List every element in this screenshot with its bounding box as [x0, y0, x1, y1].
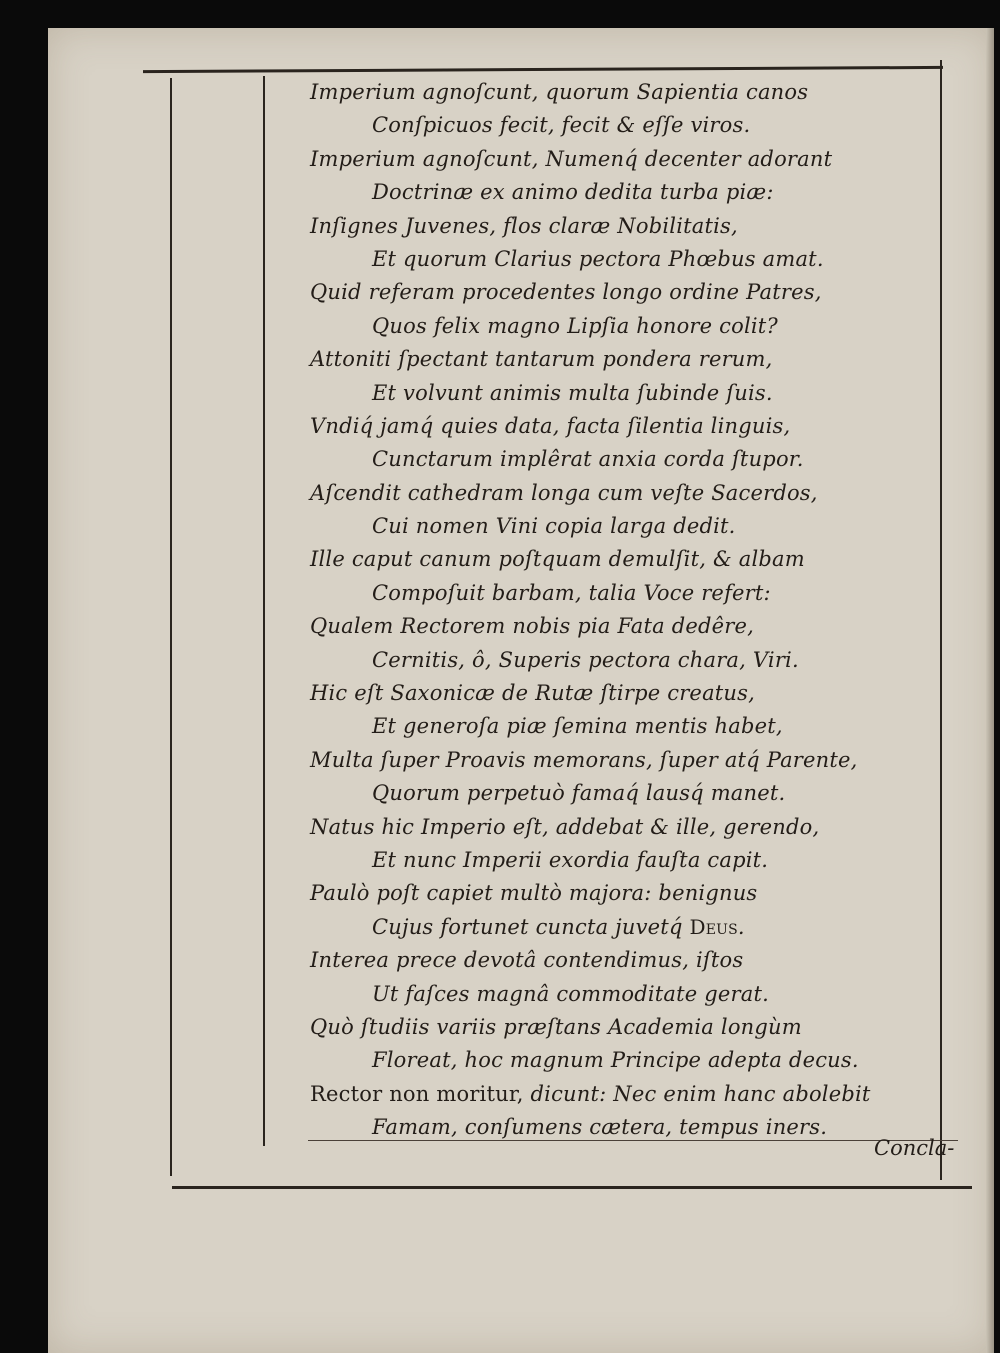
page-edge — [986, 28, 994, 1353]
poem-line: Ille caput canum poſtquam demulſit, & albam — [310, 547, 805, 572]
poem-line: Ut faſces magnâ commoditate gerat. — [372, 981, 769, 1006]
poem-line: Quorum perpetuò famaq́ lausq́ manet. — [372, 781, 786, 806]
poem-line: Multa ſuper Proavis memorans, ſuper atq́ Parente, — [310, 747, 858, 772]
left-rule — [170, 78, 172, 1176]
poem-line: Rector non moritur, dicunt: Nec enim hanc abolebit — [310, 1081, 871, 1106]
poem-line: Inſignes Juvenes, flos claræ Nobilitatis, — [310, 213, 738, 238]
book-page — [48, 28, 994, 1353]
poem-line: Hic eſt Saxonicæ de Rutæ ſtirpe creatus, — [310, 681, 756, 706]
poem-line: Famam, conſumens cætera, tempus iners. — [372, 1115, 828, 1140]
poem-line: Cui nomen Vini copia larga dedit. — [372, 514, 736, 539]
top-rule — [143, 66, 943, 73]
poem-line: Interea prece devotâ contendimus, iſtos — [310, 948, 744, 973]
poem-line: Et generoſa piæ ſemina mentis habet, — [372, 714, 783, 739]
poem-text — [310, 76, 960, 1145]
poem-line: Imperium agnoſcunt, quorum Sapientia canos — [310, 80, 809, 104]
bottom-rule — [172, 1186, 972, 1189]
poem-line: Paulò poſt capiet multò majora: benignus — [310, 881, 758, 906]
poem-line: Cujus fortunet cuncta juvetq́ Deus. — [372, 914, 745, 939]
poem-line: Floreat, hoc magnum Principe adepta decus. — [372, 1048, 859, 1073]
poem-line: Quos felix magno Lipſia honore colit? — [372, 313, 778, 338]
poem-line: Et nunc Imperii exordia fauſta capit. — [372, 847, 769, 872]
poem-line: Quò ſtudiis variis præſtans Academia longùm — [310, 1014, 802, 1039]
poem-line: Vndiq́ jamq́ quies data, facta ſilentia linguis, — [310, 413, 791, 438]
poem-line: Cunctarum implêrat anxia corda ſtupor. — [372, 447, 804, 472]
poem-line: Et quorum Clarius pectora Phœbus amat. — [372, 246, 824, 271]
poem-line: Qualem Rectorem nobis pia Fata dedêre, — [310, 614, 755, 639]
catchword: Concla- — [874, 1136, 955, 1160]
poem-line: Natus hic Imperio eſt, addebat & ille, gerendo, — [310, 814, 820, 839]
poem-line: Compoſuit barbam, talia Voce refert: — [372, 580, 771, 605]
inner-left-rule — [263, 76, 265, 1146]
poem-line: Doctrinæ ex animo dedita turba piæ: — [372, 180, 774, 205]
poem-line: Conſpicuos fecit, fecit & eſſe viros. — [372, 113, 751, 138]
poem-line: Quid referam procedentes longo ordine Patres, — [310, 280, 822, 305]
poem-line: Aſcendit cathedram longa cum veſte Sacerdos, — [310, 480, 818, 505]
poem-line: Imperium agnoſcunt, Numenq́ decenter adorant — [310, 146, 833, 171]
poem-line: Attoniti ſpectant tantarum pondera rerum, — [310, 347, 773, 372]
poem-line: Et volvunt animis multa ſubinde ſuis. — [372, 380, 773, 405]
poem-line: Cernitis, ô, Superis pectora chara, Viri. — [372, 647, 799, 672]
